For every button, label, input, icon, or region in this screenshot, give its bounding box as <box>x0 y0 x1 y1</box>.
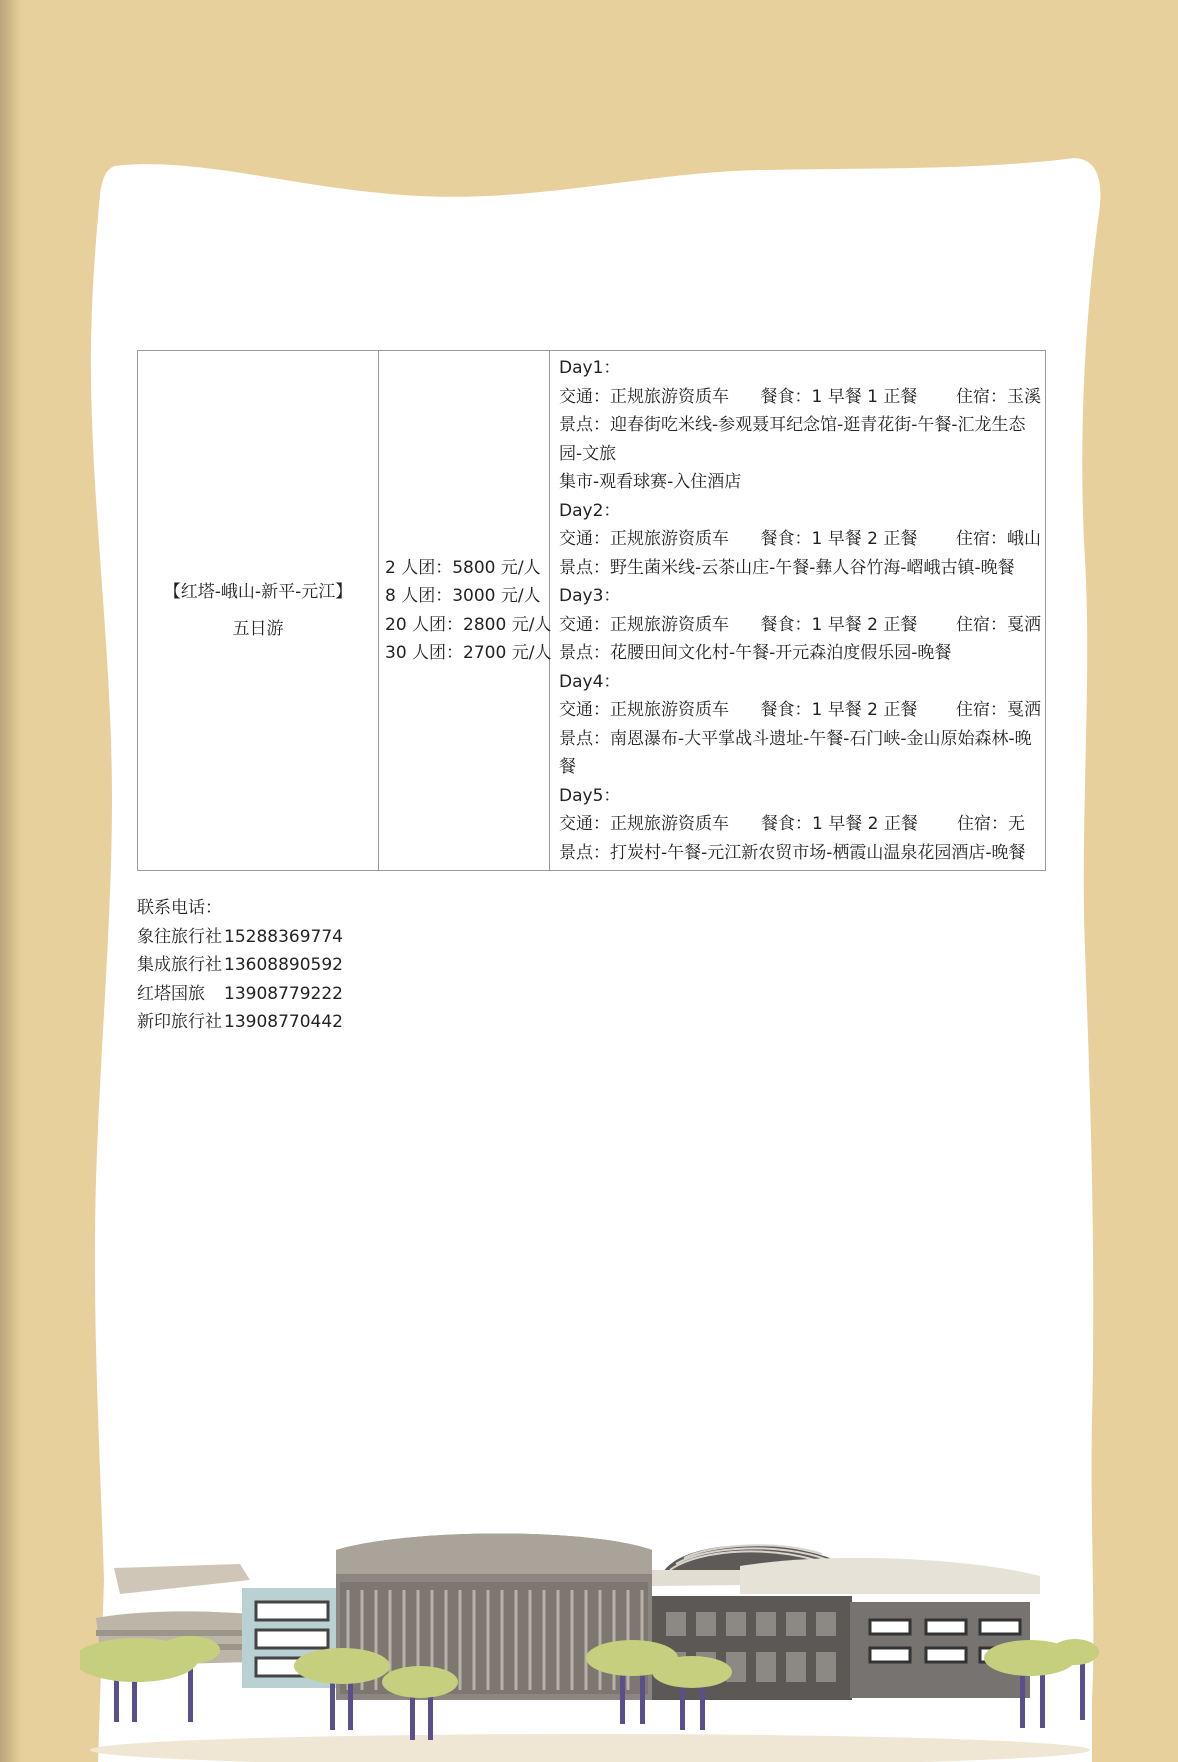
day-block <box>559 582 1041 668</box>
route-cell <box>138 351 379 871</box>
cityscape-illustration <box>80 1510 1100 1762</box>
contact-heading: 联系电话： <box>137 898 222 918</box>
day-spots: 景点：南恩瀑布-大平掌战斗遗址-午餐-石门峡-金山原始森林-晚餐 <box>559 728 1032 777</box>
day-transport: 交通：正规旅游资质车 <box>559 386 729 407</box>
agency-name: 象往旅行社 <box>137 926 222 947</box>
contact-list <box>137 894 343 1037</box>
day-transport: 交通：正规旅游资质车 <box>559 700 729 720</box>
day-title: Day5： <box>559 785 621 806</box>
contact-row <box>137 951 343 980</box>
agency-phone[interactable]: 13908770442 <box>224 1012 343 1032</box>
day-lodging: 住宿：无 <box>957 814 1025 834</box>
day-transport: 交通：正规旅游资质车 <box>559 529 729 549</box>
agency-name: 红塔国旅 <box>137 983 205 1004</box>
route-name: 【红塔-峨山-新平-元江】 <box>163 582 353 602</box>
day-meals: 餐食：1 早餐 1 正餐 <box>760 386 918 407</box>
contact-row <box>137 980 343 1009</box>
price-line: 20 人团：2800 元/人 <box>385 614 552 635</box>
day-meals: 餐食：1 早餐 2 正餐 <box>760 700 918 720</box>
day-title: Day1： <box>559 358 621 378</box>
day-lodging: 住宿：戛洒 <box>956 700 1041 720</box>
day-lodging: 住宿：峨山 <box>956 529 1041 549</box>
agency-name: 集成旅行社 <box>137 955 222 975</box>
day-block <box>559 354 1041 497</box>
day-info-row <box>559 696 1041 725</box>
day-title: Day4： <box>559 671 621 692</box>
day-lodging: 住宿：玉溪 <box>956 386 1041 407</box>
price-line: 30 人团：2700 元/人 <box>385 643 552 663</box>
day-transport: 交通：正规旅游资质车 <box>559 614 729 635</box>
day-meals: 餐食：1 早餐 2 正餐 <box>760 529 918 549</box>
contact-row <box>137 923 343 952</box>
day-lodging: 住宿：戛洒 <box>956 614 1041 635</box>
agency-name: 新印旅行社 <box>137 1012 222 1032</box>
day-spots: 景点：迎春街吃米线-参观聂耳纪念馆-逛青花街-午餐-汇龙生态园-文旅 <box>559 415 1026 464</box>
day-info-row <box>559 525 1041 554</box>
contact-row <box>137 1008 343 1037</box>
itinerary-row <box>138 351 1046 871</box>
day-info-row <box>559 810 1041 839</box>
day-title: Day2： <box>559 500 621 521</box>
day-meals: 餐食：1 早餐 2 正餐 <box>760 614 918 635</box>
day-meals: 餐食：1 早餐 2 正餐 <box>761 814 918 834</box>
day-transport: 交通：正规旅游资质车 <box>559 814 729 834</box>
agency-phone[interactable]: 13608890592 <box>224 955 343 975</box>
agency-phone[interactable]: 13908779222 <box>224 983 343 1004</box>
day-info-row <box>559 611 1041 640</box>
days-cell <box>550 351 1046 871</box>
day-block <box>559 668 1041 782</box>
price-line: 2 人团：5800 元/人 <box>385 557 541 578</box>
day-block <box>559 497 1041 583</box>
day-spots: 景点：野生菌米线-云茶山庄-午餐-彝人谷竹海-嶍峨古镇-晚餐 <box>559 557 1015 578</box>
day-title: Day3： <box>559 586 621 606</box>
day-spots: 景点：花腰田间文化村-午餐-开元森泊度假乐园-晚餐 <box>559 643 952 663</box>
day-spots-continued: 集市-观看球赛-入住酒店 <box>559 472 742 492</box>
price-cell <box>379 351 550 871</box>
agency-phone[interactable]: 15288369774 <box>224 926 343 947</box>
route-duration: 五日游 <box>232 618 284 639</box>
price-line: 8 人团：3000 元/人 <box>385 586 541 606</box>
day-block <box>559 782 1041 868</box>
day-info-row <box>559 383 1041 412</box>
day-spots: 景点：打炭村-午餐-元江新农贸市场-栖霞山温泉花园酒店-晚餐 <box>559 842 1026 863</box>
itinerary-table <box>137 350 1046 871</box>
